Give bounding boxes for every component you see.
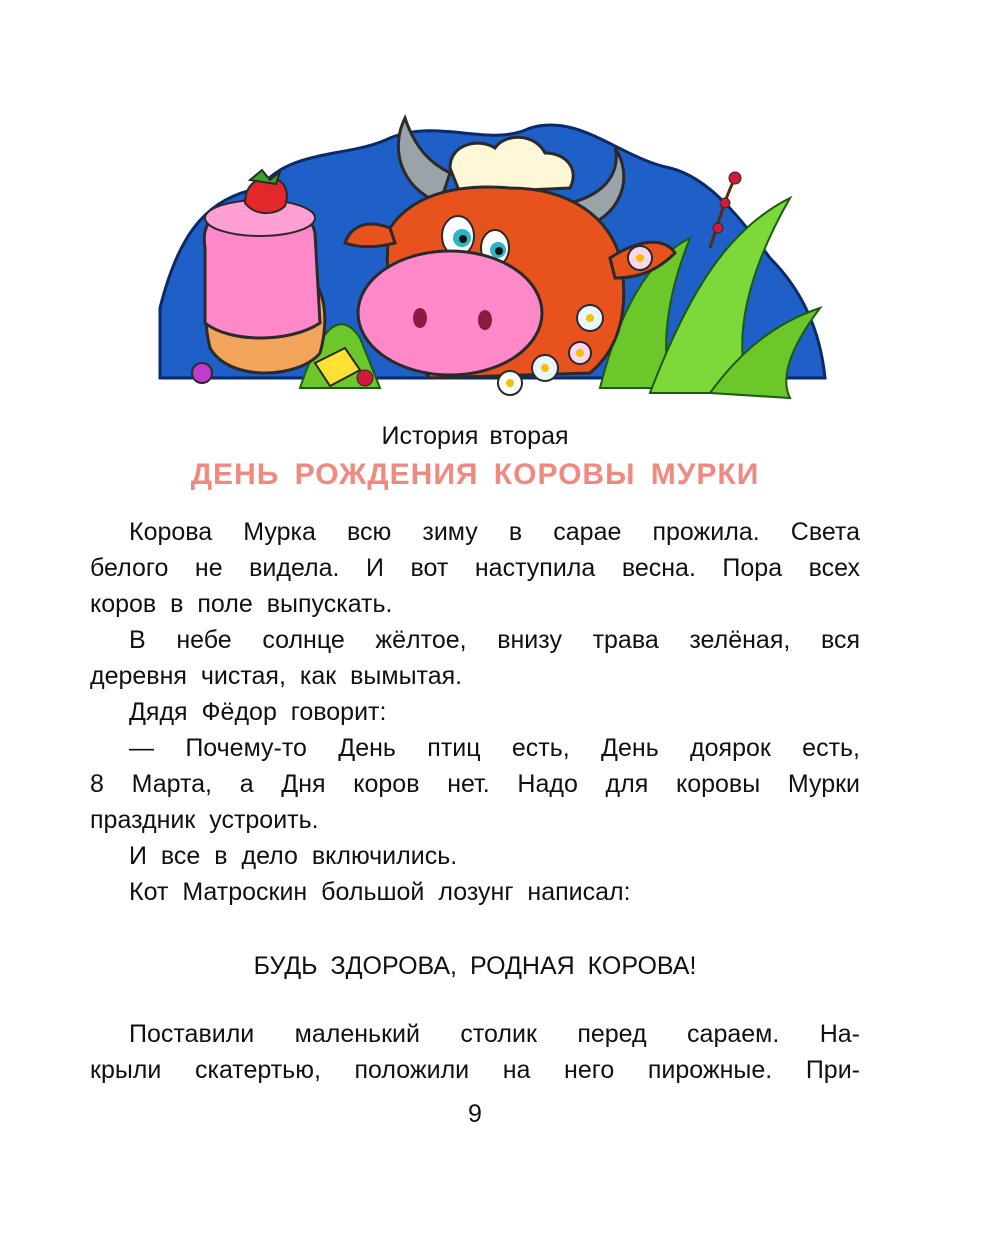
story-subtitle: История вторая — [381, 422, 569, 450]
cow-snout — [358, 251, 542, 375]
cow-birthday-illustration — [150, 108, 830, 408]
text-line: белого не видела. И вот наступила весна. Пора всех — [90, 554, 860, 582]
text-line: Кот Матроскин большой лозунг написал: — [129, 878, 631, 906]
text-line: И все в дело включились. — [129, 842, 458, 870]
text-line: Поставили маленький столик перед сараем. На- — [129, 1020, 860, 1048]
text-line: праздник устроить. — [90, 806, 319, 834]
text-line: В небе солнце жёлтое, внизу трава зелёная, вся — [129, 626, 860, 654]
story-text-upper — [90, 514, 860, 910]
text-line: коров в поле выпускать. — [90, 590, 393, 618]
story-text-lower — [90, 1016, 860, 1088]
text-line: 8 Марта, а Дня коров нет. Надо для коровы Мурки — [90, 770, 860, 798]
page-number: 9 — [468, 1100, 482, 1128]
text-line: Корова Мурка всю зиму в сарае прожила. Света — [129, 518, 860, 546]
slogan: БУДЬ ЗДОРОВА, РОДНАЯ КОРОВА! — [253, 952, 697, 980]
text-line: Дядя Фёдор говорит: — [129, 698, 387, 726]
text-line: деревня чистая, как вымытая. — [90, 662, 463, 690]
story-title: ДЕНЬ РОЖДЕНИЯ КОРОВЫ МУРКИ — [190, 458, 760, 491]
text-line: крыли скатертью, положили на него пирожные. При- — [90, 1056, 860, 1084]
text-line: — Почему-то День птиц есть, День доярок есть, — [129, 734, 860, 762]
